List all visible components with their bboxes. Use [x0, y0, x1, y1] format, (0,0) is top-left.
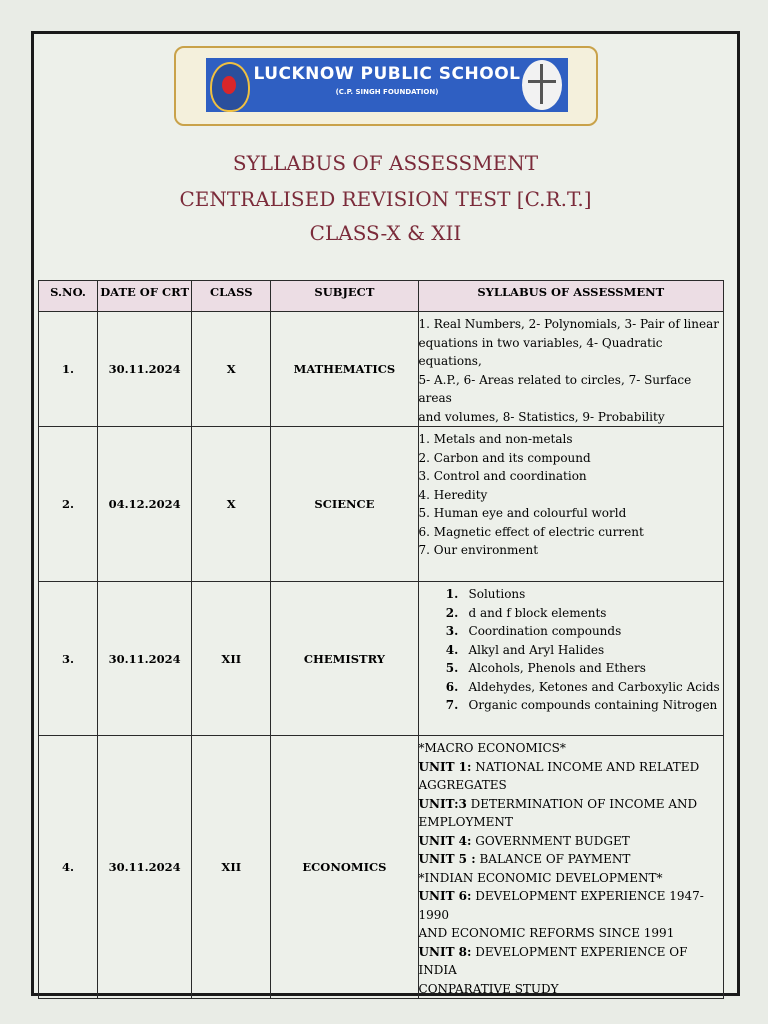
cell-syllabus: [418, 582, 723, 736]
col-header-date: DATE OF CRT: [98, 281, 192, 312]
syllabus-line: 1. Metals and non-metals: [418, 432, 573, 446]
cell-subject: CHEMISTRY: [271, 582, 418, 736]
unit-label: UNIT:3: [418, 796, 467, 811]
unit-label: UNIT 4:: [418, 833, 472, 848]
syllabus-line: 5- A.P., 6- Areas related to circles, 7- Surface areas: [418, 372, 692, 405]
school-crest-icon: [210, 62, 250, 112]
cell-syllabus: [418, 427, 723, 582]
indian-heading: *INDIAN ECONOMIC DEVELOPMENT*: [418, 870, 663, 885]
syllabus-line: 2. Carbon and its compound: [418, 450, 591, 465]
cell-date: 30.11.2024: [98, 736, 192, 999]
cell-subject: MATHEMATICS: [271, 312, 418, 427]
cell-sno: 3.: [39, 582, 98, 736]
cell-syllabus: [418, 312, 723, 427]
unit-line: [419, 758, 723, 777]
unit-text: AND ECONOMIC REFORMS SINCE 1991: [418, 926, 675, 940]
school-name: LUCKNOW PUBLIC SCHOOL: [253, 64, 521, 84]
unit-text: EMPLOYMENT: [418, 815, 513, 829]
list-item: 6. Aldehydes, Ketones and Carboxylic Acids: [463, 678, 723, 697]
cell-syllabus: [418, 736, 723, 999]
syllabus-line: and volumes, 8- Statistics, 9- Probability: [418, 409, 665, 424]
title-line-2: CENTRALISED REVISION TEST [C.R.T.]: [179, 187, 592, 211]
table-row: [39, 427, 724, 582]
unit-label: UNIT 1:: [418, 759, 472, 774]
col-header-subject: SUBJECT: [271, 281, 418, 312]
col-header-syllabus: SYLLABUS OF ASSESSMENT: [418, 281, 723, 312]
unit-line: [419, 850, 723, 869]
syllabus-line: 5. Human eye and colourful world: [418, 506, 627, 520]
school-foundation: (C.P. SINGH FOUNDATION): [335, 88, 439, 96]
unit-text: BALANCE OF PAYMENT: [475, 852, 631, 866]
cell-class: XII: [192, 582, 271, 736]
chemistry-list: [419, 585, 723, 715]
macro-heading: *MACRO ECONOMICS*: [418, 741, 566, 755]
cell-sno: 1.: [39, 312, 98, 427]
cell-date: 30.11.2024: [98, 582, 192, 736]
cell-sno: 4.: [39, 736, 98, 999]
unit-line: [419, 795, 723, 814]
cell-subject: SCIENCE: [271, 427, 418, 582]
table-row: [39, 736, 724, 999]
unit-label: UNIT 5 :: [418, 852, 476, 866]
cell-subject: ECONOMICS: [271, 736, 418, 999]
table-row: [39, 582, 724, 736]
unit-text: DEVELOPMENT EXPERIENCE 1947- 1990: [418, 889, 704, 922]
unit-line: [419, 943, 723, 980]
cell-date: 04.12.2024: [98, 427, 192, 582]
logo-banner: [206, 58, 568, 112]
syllabus-line: 4. Heredity: [418, 487, 488, 502]
syllabus-line: equations in two variables, 4- Quadratic equations,: [418, 335, 663, 368]
list-item: 2. d and f block elements: [463, 604, 723, 623]
table-header-row: [39, 281, 724, 312]
cell-class: X: [192, 427, 271, 582]
list-item: 4. Alkyl and Aryl Halides: [463, 641, 723, 660]
unit-text: AGGREGATES: [418, 778, 507, 792]
unit-text: DETERMINATION OF INCOME AND: [466, 796, 698, 811]
list-item: 1. Solutions: [463, 585, 723, 604]
syllabus-line: 3. Control and coordination: [418, 469, 587, 483]
cell-class: X: [192, 312, 271, 427]
syllabus-line: 1. Real Numbers, 2- Polynomials, 3- Pair of linear: [418, 317, 719, 331]
unit-label: UNIT 6:: [418, 889, 472, 903]
unit-text: GOVERNMENT BUDGET: [471, 833, 630, 848]
unit-line: [419, 832, 723, 851]
syllabus-table: [38, 280, 724, 999]
unit-label: UNIT 8:: [418, 944, 472, 959]
cell-class: XII: [192, 736, 271, 999]
col-header-class: CLASS: [192, 281, 271, 312]
unit-line: [419, 887, 723, 924]
unit-text: DEVELOPMENT EXPERIENCE OF INDIA: [418, 944, 688, 977]
table-row: [39, 312, 724, 427]
syllabus-line: 7. Our environment: [418, 543, 539, 557]
list-item: 5. Alcohols, Phenols and Ethers: [463, 659, 723, 678]
title-line-3: CLASS-X & XII: [309, 221, 462, 245]
emblem-icon: [522, 60, 562, 110]
school-logo: [174, 46, 598, 126]
cell-date: 30.11.2024: [98, 312, 192, 427]
document-frame: [31, 31, 740, 996]
list-item: 3. Coordination compounds: [463, 622, 723, 641]
col-header-sno: S.NO.: [39, 281, 98, 312]
syllabus-line: 6. Magnetic effect of electric current: [418, 524, 644, 539]
title-line-1: SYLLABUS OF ASSESSMENT: [232, 151, 539, 175]
unit-text: CONPARATIVE STUDY: [418, 981, 559, 996]
unit-text: NATIONAL INCOME AND RELATED: [471, 759, 700, 774]
cell-sno: 2.: [39, 427, 98, 582]
list-item: 7. Organic compounds containing Nitrogen: [463, 696, 723, 715]
